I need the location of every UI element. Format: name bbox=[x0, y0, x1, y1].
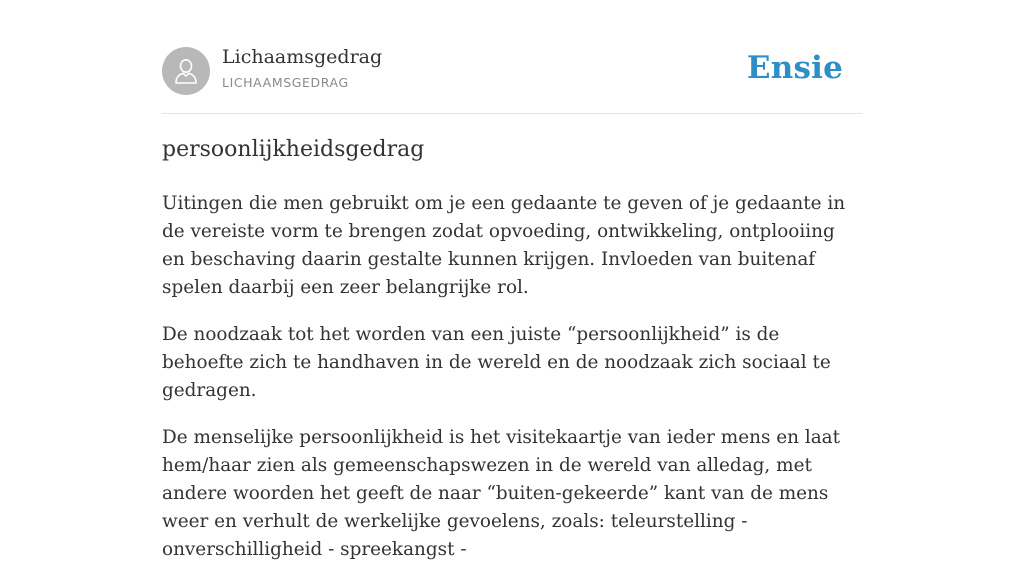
article-paragraph: De noodzaak tot het worden van een juiste “persoonlijkheid” is de behoefte zich te handhaven in de wereld en de noodzaak zich sociaal te gedragen. bbox=[162, 324, 831, 401]
article-header bbox=[162, 46, 862, 96]
article-paragraph: De menselijke persoonlijkheid is het visitekaartje van ieder mens en laat hem/haar zien als gemeenschapswezen in de wereld van alledag, met andere woorden het geeft de naar “buiten-gekeerde” kant van de mens weer en verhult de werkelijke gevoelens, zoals: teleurstelling - onverschilligheid - spreekangst - bbox=[162, 427, 841, 560]
author-tag[interactable]: LICHAAMSGEDRAG bbox=[222, 75, 349, 90]
avatar[interactable] bbox=[162, 47, 210, 95]
author-name[interactable]: Lichaamsgedrag bbox=[222, 46, 383, 68]
user-silhouette-icon bbox=[170, 55, 202, 87]
brand-logo[interactable]: Ensie bbox=[746, 50, 843, 86]
article-body bbox=[162, 190, 862, 583]
article-paragraph: Uitingen die men gebruikt om je een gedaante te geven of je gedaante in de vereiste vorm te brengen zodat opvoeding, ontwikkeling, ontplooiing en beschaving daarin gestalte kunnen krijgen. Invloeden van buitenaf spelen daarbij een zeer belangrijke rol. bbox=[162, 193, 846, 298]
page-title: persoonlijkheidsgedrag bbox=[162, 137, 425, 162]
header-divider bbox=[162, 113, 862, 114]
